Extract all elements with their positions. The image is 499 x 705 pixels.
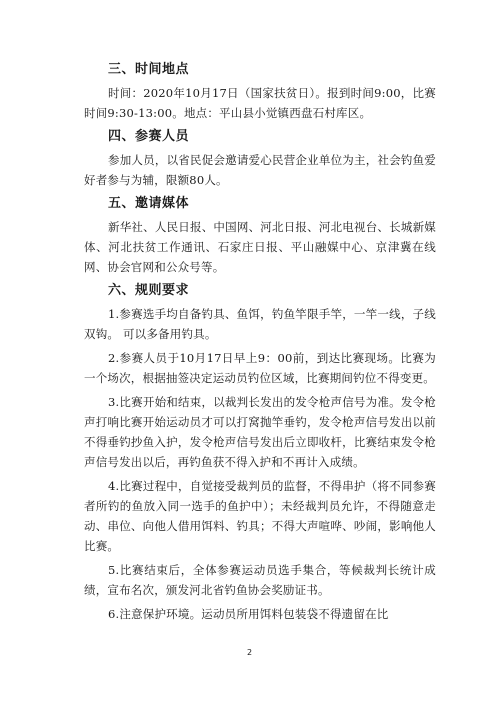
section-time-location: [84, 60, 436, 123]
section-participants: [84, 127, 436, 190]
rule-paragraph: 6.注意保护环境。运动员所用饵料包装袋不得遗留在比: [108, 607, 389, 621]
rule-paragraph: 3.比赛开始和结束，以裁判长发出的发令枪声信号为准。发令枪声打响比赛开始运动员才可以打窝抛竿垂钓，发令枪声信号发出以前不得垂钓抄鱼入护，发令枪声信号发出后立即收杆，比赛结束发令枪声信号发出以后，再钓鱼获不得入护和不再计入成绩。: [84, 395, 436, 469]
rule-paragraph: 1.参赛选手均自备钓具、鱼饵，钓鱼竿限手竿，一竿一线，子线双钩。 可以多备用钓具。: [84, 307, 436, 341]
section-heading: 五、邀请媒体: [108, 196, 190, 211]
section-media: [84, 194, 436, 277]
section-rules: [84, 281, 436, 624]
page-content: [84, 60, 436, 628]
rule-paragraph: 2.参赛人员于10月17日早上9：00前，到达比赛现场。比赛为一个场次，根据抽签决定运动员钓位区域，比赛期间钓位不得变更。: [84, 351, 436, 385]
rule-paragraph: 4.比赛过程中，自觉接受裁判员的监督，不得串护（将不同参赛者所钓的鱼放入同一选手的鱼护中）；未经裁判员允许，不得随意走动、串位、向他人借用饵料、钓具；不得大声喧哗、吵闹，影响他人比赛。: [84, 479, 436, 553]
page-number: 2: [246, 648, 253, 657]
paragraph: 参加人员，以省民促会邀请爱心民营企业单位为主，社会钓鱼爱好者参与为辅，限额80人。: [84, 153, 436, 187]
paragraph: 时间：2020年10月17日（国家扶贫日）。报到时间9:00，比赛时间9:30-13:00。地点：平山县小觉镇西盘石村库区。: [84, 86, 436, 120]
section-heading: 三、时间地点: [108, 62, 190, 77]
rule-paragraph: 5.比赛结束后，全体参赛运动员选手集合，等候裁判长统计成绩，宣布名次，颁发河北省钓鱼协会奖励证书。: [84, 563, 436, 597]
section-heading: 六、规则要求: [108, 283, 190, 298]
section-heading: 四、参赛人员: [108, 129, 190, 144]
paragraph: 新华社、人民日报、中国网、河北日报、河北电视台、长城新媒体、河北扶贫工作通讯、石家庄日报、平山融媒中心、京津冀在线网、协会官网和公众号等。: [84, 220, 436, 274]
